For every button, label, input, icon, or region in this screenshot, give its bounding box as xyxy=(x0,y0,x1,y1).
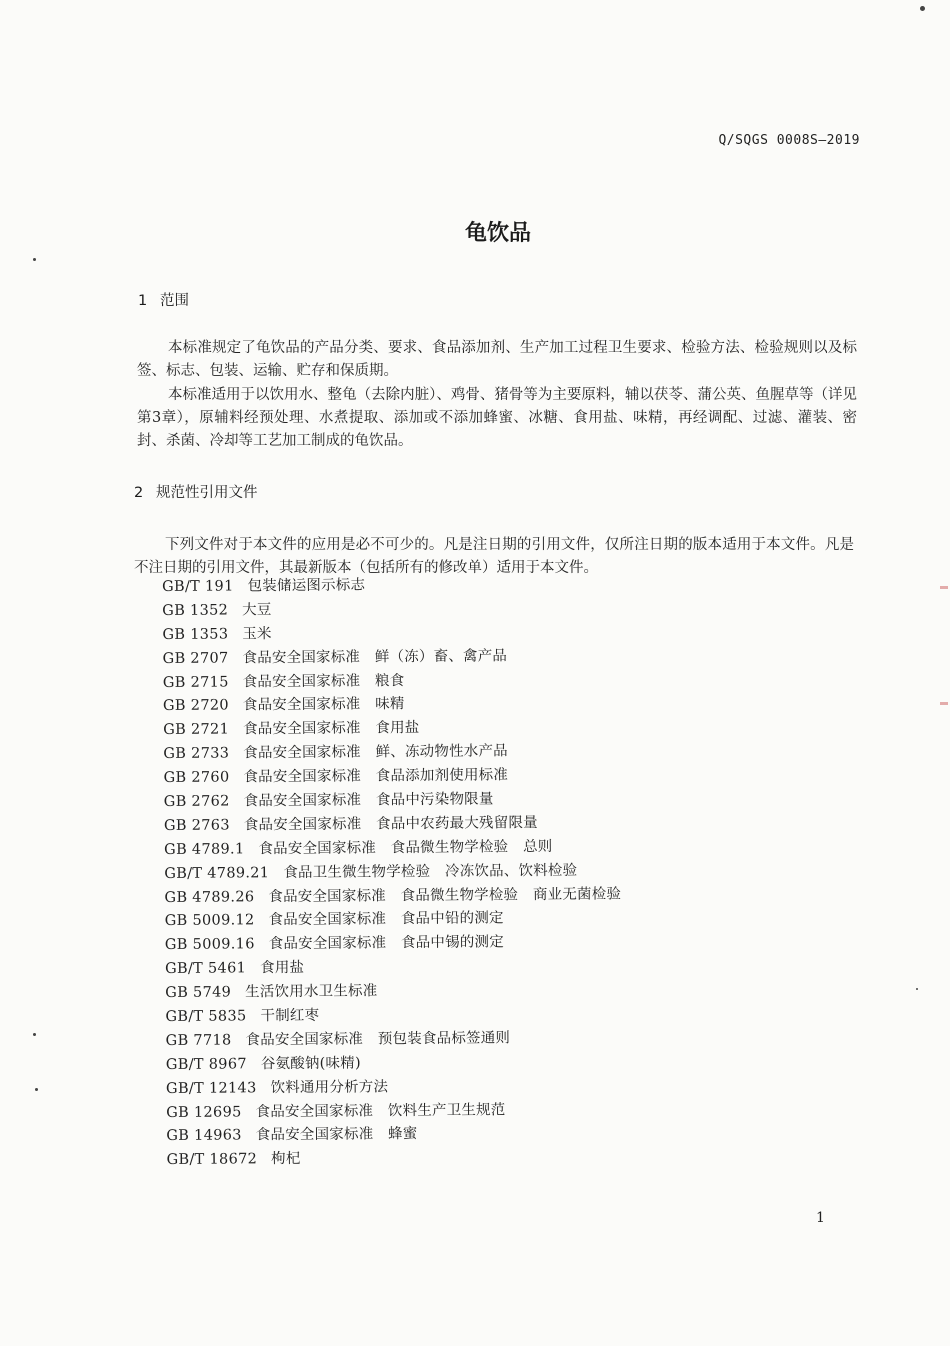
reference-code: GB/T 8967 xyxy=(165,1056,247,1073)
reference-title: 食品安全国家标准 食品添加剂使用标准 xyxy=(243,767,509,786)
reference-title: 食品安全国家标准 味精 xyxy=(242,696,405,714)
reference-code: GB/T 12143 xyxy=(165,1079,257,1097)
reference-code: GB 2760 xyxy=(163,769,230,787)
reference-list xyxy=(162,572,727,1174)
reference-title: 食品卫生微生物学检验 冷冻饮品、饮料检验 xyxy=(283,862,578,881)
section-1-number: 1 xyxy=(138,293,148,309)
reference-title: 枸杞 xyxy=(271,1151,301,1168)
scan-speck xyxy=(916,988,918,990)
section-2-heading xyxy=(134,481,258,502)
reference-title: 谷氨酸钠(味精) xyxy=(260,1055,361,1073)
reference-title: 食品安全国家标准 食品中铅的测定 xyxy=(268,910,504,929)
reference-item xyxy=(167,1145,727,1173)
page-number: 1 xyxy=(816,1210,825,1226)
scan-speck xyxy=(33,1033,36,1036)
reference-code: GB 2762 xyxy=(163,793,230,811)
reference-code: GB 4789.1 xyxy=(164,841,245,858)
reference-code: GB 2720 xyxy=(162,697,229,715)
reference-code: GB 2707 xyxy=(162,650,229,667)
reference-title: 食品安全国家标准 食品中锡的测定 xyxy=(268,934,504,953)
section-1-heading xyxy=(138,289,189,310)
reference-code: GB 4789.26 xyxy=(164,888,255,906)
section-1-paragraph-1: 本标准规定了龟饮品的产品分类、要求、食品添加剂、生产加工过程卫生要求、检验方法、检验规则以及标签、标志、包装、运输、贮存和保质期。 xyxy=(137,340,857,379)
edge-mark xyxy=(940,586,948,589)
reference-code: GB 12695 xyxy=(166,1103,242,1121)
reference-title: 玉米 xyxy=(242,625,272,643)
reference-code: GB 14963 xyxy=(166,1127,242,1145)
reference-code: GB/T 5461 xyxy=(165,960,247,978)
reference-title: 干制红枣 xyxy=(260,1007,320,1025)
reference-title: 食用盐 xyxy=(260,960,305,977)
section-2-paragraph-1: 下列文件对于本文件的应用是必不可少的。凡是注日期的引用文件，仅所注日期的版本适用于本文件。凡是不注日期的引用文件，其最新版本（包括所有的修改单）适用于本文件。 xyxy=(134,537,854,576)
reference-code: GB/T 5835 xyxy=(165,1008,247,1026)
document-title: 龟饮品 xyxy=(464,221,531,246)
reference-title: 食品安全国家标准 食品中农药最大残留限量 xyxy=(243,814,538,834)
reference-title: 生活饮用水卫生标准 xyxy=(245,983,378,1001)
section-2-number: 2 xyxy=(134,485,144,501)
reference-code: GB 2763 xyxy=(163,817,230,834)
reference-title: 食品安全国家标准 鲜（冻）畜、禽产品 xyxy=(242,647,508,667)
reference-title: 食品安全国家标准 粮食 xyxy=(242,672,405,690)
edge-mark xyxy=(940,702,948,705)
reference-title: 食品安全国家标准 食品微生物学检验 总则 xyxy=(258,838,553,858)
reference-code: GB/T 18672 xyxy=(166,1151,258,1169)
scan-speck xyxy=(920,6,925,11)
reference-code: GB 2733 xyxy=(163,745,230,763)
scan-speck xyxy=(35,1088,38,1091)
standard-code: Q/SQGS 0008S—2019 xyxy=(718,133,860,148)
reference-title: 大豆 xyxy=(242,602,272,619)
section-2-title: 规范性引用文件 xyxy=(156,485,258,501)
reference-code: GB 7718 xyxy=(165,1032,232,1049)
reference-code: GB 5009.16 xyxy=(164,936,255,954)
reference-code: GB 1352 xyxy=(162,602,229,619)
reference-title: 食品安全国家标准 食品中污染物限量 xyxy=(243,791,494,810)
scan-speck xyxy=(33,258,36,261)
reference-title: 食品安全国家标准 饮料生产卫生规范 xyxy=(255,1101,506,1120)
reference-title: 食品安全国家标准 鲜、冻动物性水产品 xyxy=(243,743,508,762)
reference-code: GB 5009.12 xyxy=(164,912,255,930)
reference-code: GB 2721 xyxy=(163,721,230,739)
reference-title: 食品安全国家标准 蜂蜜 xyxy=(255,1126,418,1144)
reference-title: 食品安全国家标准 预包装食品标签通则 xyxy=(245,1030,511,1049)
section-1-title: 范围 xyxy=(160,293,189,309)
reference-title: 食品安全国家标准 食用盐 xyxy=(243,720,420,738)
reference-title: 食品安全国家标准 食品微生物学检验 商业无菌检验 xyxy=(268,885,622,905)
reference-code: GB/T 4789.21 xyxy=(164,864,270,882)
reference-code: GB 1353 xyxy=(162,626,229,643)
section-1-paragraph-2: 本标准适用于以饮用水、整龟（去除内脏）、鸡骨、猪骨等为主要原料，辅以茯苓、蒲公英、鱼腥草等（详见第3章），原辅料经预处理、水煮提取、添加或不添加蜂蜜、冰糖、食用盐、味精，再经调配、过滤、灌装、密封、杀菌、冷却等工艺加工制成的龟饮品。 xyxy=(137,387,857,449)
reference-code: GB 5749 xyxy=(165,984,232,1002)
reference-title: 包装储运图示标志 xyxy=(247,577,366,595)
reference-code: GB 2715 xyxy=(162,674,229,691)
reference-code: GB/T 191 xyxy=(162,578,234,595)
reference-title: 饮料通用分析方法 xyxy=(270,1078,389,1096)
